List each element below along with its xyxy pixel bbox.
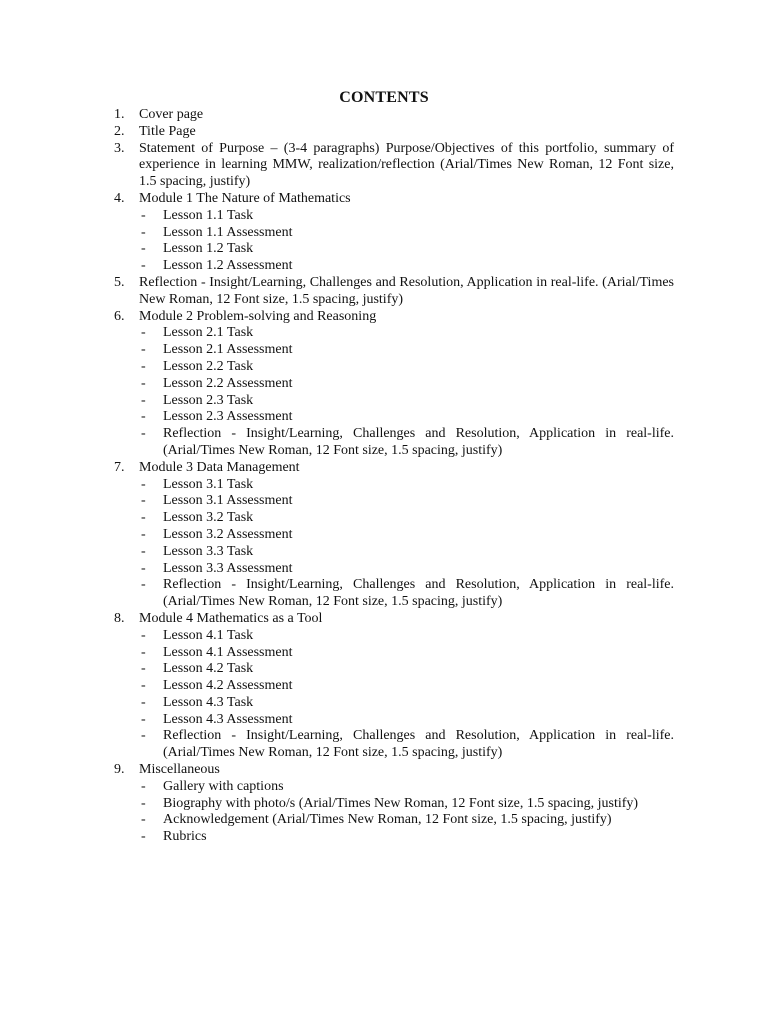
- toc-subitem: [114, 544, 674, 561]
- toc-subitem-text: Reflection - Insight/Learning, Challenges and Resolution, Application in real-life. (Arial/Times New Roman, 12 Font size, 1.5 spacing, justify): [163, 426, 674, 458]
- toc-subitem-text: Lesson 2.3 Assessment: [163, 409, 293, 425]
- toc-subitem-text: Lesson 3.1 Task: [163, 476, 254, 492]
- toc-item-text: Module 4 Mathematics as a Tool: [139, 610, 323, 626]
- toc-item: [114, 275, 674, 309]
- toc-item-number: 3.: [114, 140, 125, 156]
- toc-subitem: [114, 409, 674, 426]
- toc-subitem: [114, 208, 674, 225]
- toc-subitem-text: Reflection - Insight/Learning, Challenges and Resolution, Application in real-life. (Arial/Times New Roman, 12 Font size, 1.5 spacing, justify): [163, 577, 674, 610]
- toc-subitem-text: Acknowledgement (Arial/Times New Roman, 12 Font size, 1.5 spacing, justify): [163, 812, 612, 828]
- toc-item: [114, 124, 674, 141]
- bullet-dash: -: [141, 577, 146, 593]
- toc-item-text: Module 3 Data Management: [139, 459, 300, 475]
- toc-subitem: [114, 695, 674, 712]
- bullet-dash: -: [141, 795, 146, 811]
- toc-subitem-text: Lesson 1.2 Task: [163, 241, 254, 257]
- toc-subitem-text: Lesson 4.3 Task: [163, 694, 254, 710]
- table-of-contents: [114, 107, 674, 846]
- toc-subitem-text: Lesson 3.3 Task: [163, 543, 254, 559]
- toc-subitem: [114, 645, 674, 662]
- toc-subitem: [114, 376, 674, 393]
- toc-subitem-text: Lesson 1.1 Task: [163, 207, 254, 223]
- toc-subitem-text: Lesson 2.1 Assessment: [163, 342, 293, 358]
- toc-item-number: 7.: [114, 459, 125, 475]
- toc-subitem: [114, 241, 674, 258]
- toc-subitem-text: Lesson 2.2 Task: [163, 358, 254, 374]
- toc-item: [114, 107, 674, 124]
- toc-subitem-text: Rubrics: [163, 829, 207, 845]
- toc-subitem: [114, 477, 674, 494]
- bullet-dash: -: [141, 812, 146, 828]
- toc-subitem-text: Lesson 4.1 Assessment: [163, 644, 293, 660]
- toc-item: [114, 141, 674, 191]
- toc-item-number: 8.: [114, 610, 125, 626]
- bullet-dash: -: [141, 258, 146, 274]
- toc-item-number: 6.: [114, 308, 125, 324]
- toc-item: [114, 309, 674, 326]
- toc-item: [114, 611, 674, 628]
- toc-item: [114, 460, 674, 477]
- toc-subitem: [114, 796, 674, 813]
- bullet-dash: -: [141, 829, 146, 845]
- bullet-dash: -: [141, 510, 146, 526]
- toc-subitem: [114, 493, 674, 510]
- toc-item-text: Module 1 The Nature of Mathematics: [139, 190, 351, 206]
- toc-item: [114, 191, 674, 208]
- toc-item-number: 1.: [114, 107, 125, 122]
- toc-item-number: 2.: [114, 123, 125, 139]
- bullet-dash: -: [141, 694, 146, 710]
- bullet-dash: -: [141, 711, 146, 727]
- toc-subitem-text: Lesson 1.1 Assessment: [163, 224, 293, 240]
- bullet-dash: -: [141, 409, 146, 425]
- bullet-dash: -: [141, 241, 146, 257]
- toc-item-text: Statement of Purpose – (3-4 paragraphs) Purpose/Objectives of this portfolio, summary of experience in learning MMW, realization/reflection (Arial/Times New Roman, 12 Font size, 1.5 spacing, justify): [139, 140, 674, 190]
- toc-item-text: Module 2 Problem-solving and Reasoning: [139, 308, 377, 324]
- bullet-dash: -: [141, 325, 146, 341]
- toc-subitem-text: Lesson 2.3 Task: [163, 392, 254, 408]
- toc-subitem-text: Lesson 4.2 Assessment: [163, 678, 293, 694]
- toc-subitem: [114, 628, 674, 645]
- bullet-dash: -: [141, 342, 146, 358]
- toc-subitem-text: Lesson 3.3 Assessment: [163, 560, 293, 576]
- toc-subitem: [114, 527, 674, 544]
- toc-subitem-text: Gallery with captions: [163, 778, 284, 794]
- bullet-dash: -: [141, 526, 146, 542]
- page-title: CONTENTS: [339, 89, 429, 106]
- bullet-dash: -: [141, 778, 146, 794]
- toc-subitem-text: Lesson 2.1 Task: [163, 325, 254, 341]
- toc-subitem: [114, 829, 674, 846]
- toc-subitem-text: Lesson 3.2 Task: [163, 510, 254, 526]
- bullet-dash: -: [141, 375, 146, 391]
- toc-subitem-text: Lesson 4.1 Task: [163, 627, 254, 643]
- toc-subitem: [114, 359, 674, 376]
- toc-subitem: [114, 561, 674, 578]
- toc-subitem-text: Lesson 1.2 Assessment: [163, 258, 293, 274]
- bullet-dash: -: [141, 426, 146, 442]
- toc-subitem: [114, 393, 674, 410]
- toc-item-number: 5.: [114, 274, 125, 290]
- toc-item-text: Title Page: [139, 123, 196, 139]
- toc-item-text: Cover page: [139, 107, 204, 122]
- toc-subitem-text: Biography with photo/s (Arial/Times New Roman, 12 Font size, 1.5 spacing, justify): [163, 795, 639, 811]
- toc-subitem: [114, 678, 674, 695]
- toc-subitem-text: Lesson 4.3 Assessment: [163, 711, 293, 727]
- bullet-dash: -: [141, 392, 146, 408]
- toc-item-text: Reflection - Insight/Learning, Challenges and Resolution, Application in real-life. (Arial/Times New Roman, 12 Font size, 1.5 spacing, justify): [139, 274, 674, 307]
- toc-subitem: [114, 661, 674, 678]
- bullet-dash: -: [141, 678, 146, 694]
- toc-subitem: [114, 812, 674, 829]
- toc-subitem-text: Lesson 3.1 Assessment: [163, 493, 293, 509]
- toc-subitem-text: Lesson 2.2 Assessment: [163, 375, 293, 391]
- toc-item-number: 9.: [114, 762, 125, 778]
- toc-subitem: [114, 258, 674, 275]
- toc-subitem: [114, 426, 674, 460]
- bullet-dash: -: [141, 476, 146, 492]
- toc-subitem: [114, 510, 674, 527]
- toc-subitem: [114, 779, 674, 796]
- toc-subitem: [114, 342, 674, 359]
- toc-subitem: [114, 728, 674, 762]
- bullet-dash: -: [141, 358, 146, 374]
- toc-subitem-text: Lesson 4.2 Task: [163, 661, 254, 677]
- bullet-dash: -: [141, 543, 146, 559]
- toc-subitem-text: Reflection - Insight/Learning, Challenges and Resolution, Application in real-life. (Arial/Times New Roman, 12 Font size, 1.5 spacing, justify): [163, 728, 674, 761]
- bullet-dash: -: [141, 207, 146, 223]
- bullet-dash: -: [141, 644, 146, 660]
- bullet-dash: -: [141, 560, 146, 576]
- toc-item-text: Miscellaneous: [139, 762, 220, 778]
- bullet-dash: -: [141, 493, 146, 509]
- toc-item: [114, 762, 674, 779]
- toc-subitem: [114, 325, 674, 342]
- toc-subitem: [114, 225, 674, 242]
- toc-subitem: [114, 577, 674, 611]
- toc-item-number: 4.: [114, 190, 125, 206]
- toc-subitem: [114, 712, 674, 729]
- bullet-dash: -: [141, 661, 146, 677]
- bullet-dash: -: [141, 728, 146, 744]
- bullet-dash: -: [141, 627, 146, 643]
- bullet-dash: -: [141, 224, 146, 240]
- toc-subitem-text: Lesson 3.2 Assessment: [163, 526, 293, 542]
